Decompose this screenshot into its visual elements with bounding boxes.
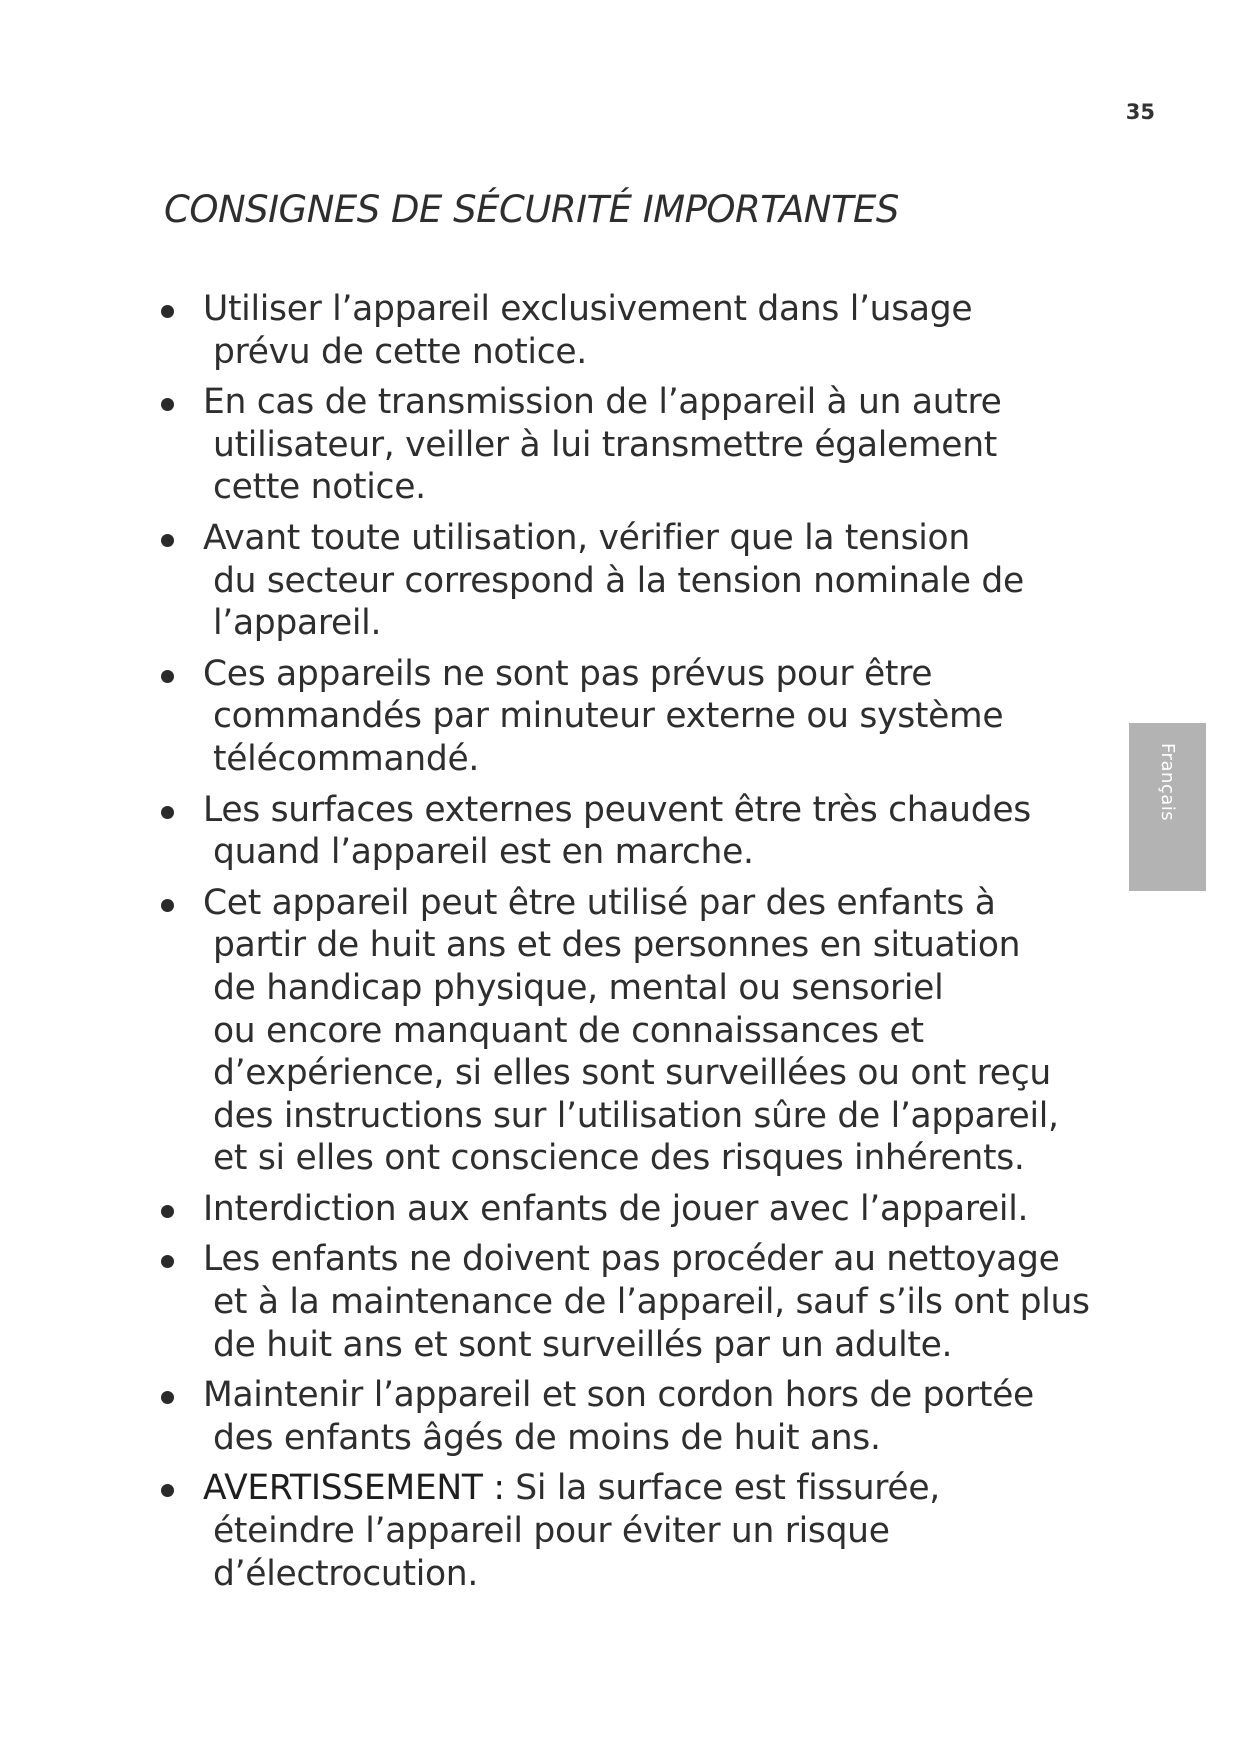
- item-line: Les surfaces externes peuvent être très chaudes: [203, 789, 1031, 830]
- item-line: de huit ans et sont surveillés par un adulte.: [213, 1324, 953, 1365]
- bullet-icon: [161, 899, 174, 912]
- item-line: des instructions sur l’utilisation sûre de l’appareil,: [213, 1095, 1059, 1136]
- item-line: d’expérience, si elles sont surveillées ou ont reçu: [213, 1053, 1051, 1094]
- warning-label: AVERTISSEMENT :: [203, 1468, 505, 1509]
- item-line: du secteur correspond à la tension nominale de: [213, 560, 1024, 601]
- item-line: Utiliser l’appareil exclusivement dans l’usage: [203, 289, 973, 329]
- list-item: [0, 288, 1241, 373]
- safety-instructions-list: [0, 288, 1241, 1603]
- list-item: [0, 882, 1241, 1180]
- page-title: CONSIGNES DE SÉCURITÉ IMPORTANTES: [164, 188, 899, 231]
- bullet-icon: [161, 1391, 174, 1404]
- language-tab-label: Français: [1157, 743, 1178, 822]
- item-line: commandés par minuteur externe ou système: [213, 696, 1004, 737]
- list-item: [0, 1238, 1241, 1366]
- list-item: [0, 789, 1241, 874]
- list-item: [0, 1374, 1241, 1459]
- item-line: utilisateur, veiller à lui transmettre également: [213, 424, 997, 465]
- item-line: et si elles ont conscience des risques inhérents.: [213, 1138, 1025, 1179]
- item-line: télécommandé.: [213, 738, 480, 779]
- item-line: Cet appareil peut être utilisé par des enfants à: [203, 882, 996, 923]
- bullet-icon: [161, 398, 174, 411]
- item-line: Avant toute utilisation, vérifier que la tension: [203, 517, 970, 558]
- item-line: Les enfants ne doivent pas procéder au nettoyage: [203, 1239, 1060, 1280]
- list-item: [0, 381, 1241, 509]
- item-line: quand l’appareil est en marche.: [213, 832, 754, 873]
- bullet-icon: [161, 806, 174, 819]
- page-number: 35: [1125, 100, 1155, 124]
- item-line: prévu de cette notice.: [213, 331, 587, 372]
- bullet-icon: [161, 1255, 174, 1268]
- item-line: Interdiction aux enfants de jouer avec l’appareil.: [203, 1188, 1029, 1229]
- warning-first-line: [203, 1467, 1241, 1510]
- bullet-icon: [161, 534, 174, 547]
- bullet-icon: [161, 670, 174, 683]
- item-line: éteindre l’appareil pour éviter un risque: [213, 1511, 890, 1552]
- bullet-icon: [161, 305, 174, 318]
- list-item: [0, 1188, 1241, 1231]
- item-line: Ces appareils ne sont pas prévus pour être: [203, 653, 933, 694]
- item-line: de handicap physique, mental ou sensoriel: [213, 967, 944, 1008]
- item-line: partir de huit ans et des personnes en situation: [213, 925, 1021, 966]
- item-line: des enfants âgés de moins de huit ans.: [213, 1417, 881, 1458]
- bullet-icon: [161, 1205, 174, 1218]
- item-line: En cas de transmission de l’appareil à un autre: [203, 382, 1002, 423]
- list-item: [0, 517, 1241, 645]
- item-line: Maintenir l’appareil et son cordon hors de portée: [203, 1375, 1034, 1416]
- bullet-icon: [161, 1484, 174, 1497]
- item-line: ou encore manquant de connaissances et: [213, 1010, 924, 1051]
- item-line: cette notice.: [213, 467, 426, 508]
- list-item: [0, 653, 1241, 781]
- item-line: Si la surface est fissurée,: [504, 1468, 940, 1509]
- item-line: d’électrocution.: [213, 1553, 479, 1594]
- item-line: l’appareil.: [213, 603, 382, 644]
- list-item-warning: [0, 1467, 1241, 1595]
- item-line: et à la maintenance de l’appareil, sauf s’ils ont plus: [213, 1282, 1090, 1323]
